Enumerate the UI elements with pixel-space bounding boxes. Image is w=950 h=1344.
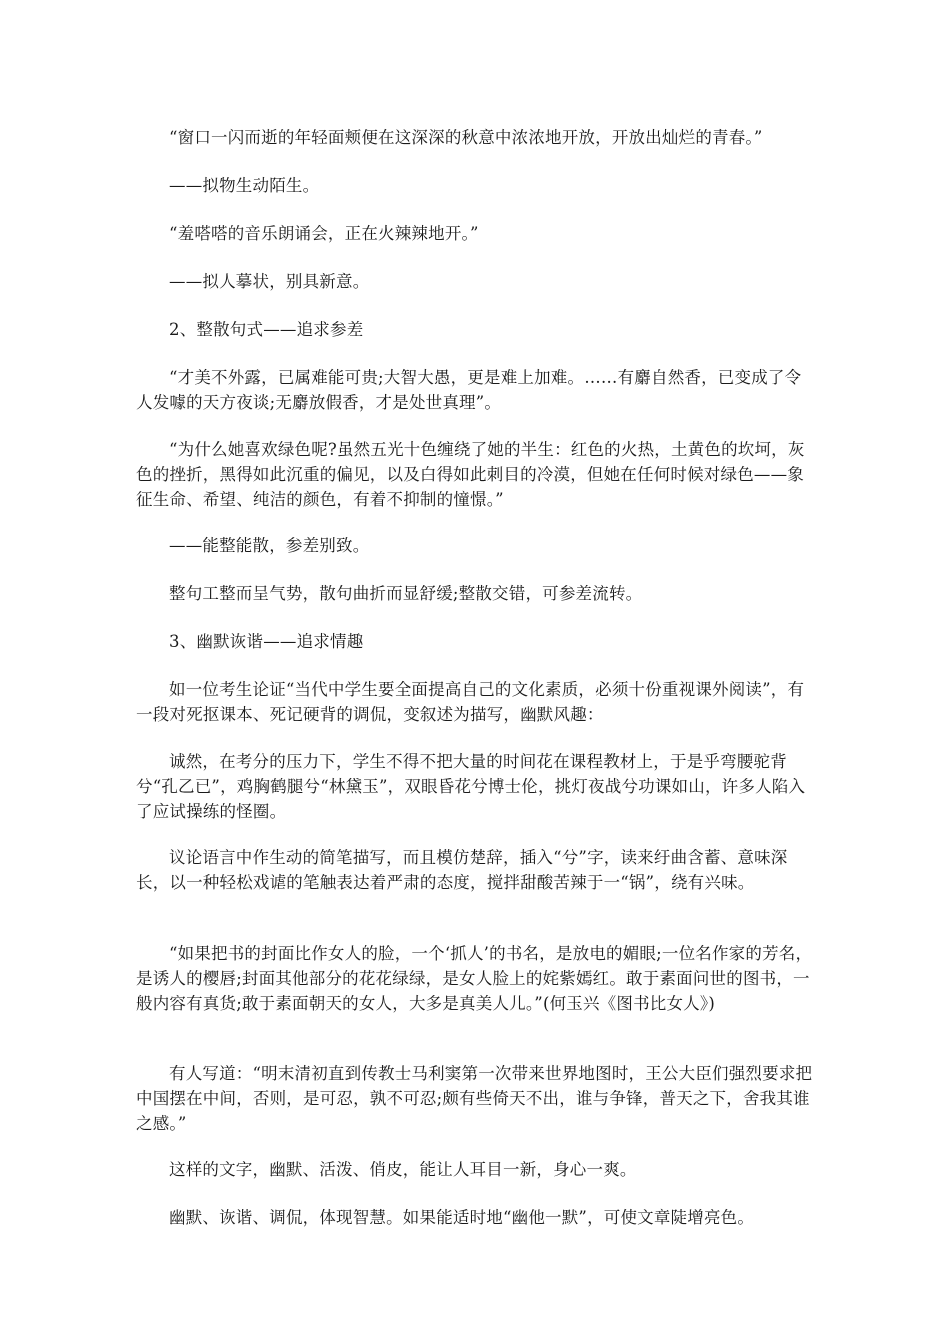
paragraph-example-exam: 诚然，在考分的压力下，学生不得不把大量的时间花在课程教材上，于是乎弯腰驼背兮“孔乙已”，鸡胸鹤腿兮“林黛玉”，双眼昏花兮博士伦，挑灯夜战兮功课如山，许多人陷入了应试操练的怪圈。	[136, 752, 806, 821]
paragraph-quote-world-map: 有人写道：“明末清初直到传教士马利窦第一次带来世界地图时，王公大臣们强烈要求把中国摆在中间，否则，是可忍，孰不可忍;颇有些倚天不出，谁与争锋，普天之下，舍我其谁之感。”	[136, 1064, 813, 1133]
paragraph-comment-humor: 这样的文字，幽默、活泼、俏皮，能让人耳目一新，身心一爽。	[169, 1160, 637, 1179]
section-heading-humor: 3、幽默诙谐——追求情趣	[169, 632, 364, 651]
paragraph-summary-sentences: 整句工整而呈气势，散句曲折而显舒缓;整散交错，可参差流转。	[169, 584, 643, 603]
paragraph-comment-object-personification: ——拟物生动陌生。	[169, 176, 320, 195]
paragraph-conclusion: 幽默、诙谐、调侃，体现智慧。如果能适时地“幽他一默”，可使文章陡增亮色。	[169, 1208, 755, 1227]
paragraph-example-intro: 如一位考生论证“当代中学生要全面提高自己的文化素质，必须十份重视课外阅读”，有一段对死抠课本、死记硬背的调侃，变叙述为描写，幽默风趣：	[136, 680, 805, 724]
paragraph-quote-book-cover: “如果把书的封面比作女人的脸，一个‘抓人’的书名，是放电的媚眼;一位名作家的芳名，是诱人的樱唇;封面其他部分的花花绿绿，是女人脸上的姹紫嫣红。敢于素面问世的图书，一般内容有真货;敢于素面朝天的女人，大多是真美人儿。”(何玉兴《图书比女人》)	[136, 944, 813, 1013]
paragraph-quote-green: “为什么她喜欢绿色呢?虽然五光十色缠绕了她的半生：红色的火热，土黄色的坎坷，灰色的挫折，黑得如此沉重的偏见，以及白得如此刺目的冷漠，但她在任何时候对绿色——象征生命、希望、纯洁的颜色，有着不抑制的憧憬。”	[136, 440, 805, 509]
paragraph-quote-talent: “才美不外露，已属难能可贵;大智大愚，更是难上加难。……有麝自然香，已变成了令人发噱的天方夜谈;无麝放假香，才是处世真理”。	[136, 368, 802, 412]
section-heading-sentence-structure: 2、整散句式——追求参差	[169, 320, 364, 339]
paragraph-comment-personification: ——拟人摹状，别具新意。	[169, 272, 370, 291]
paragraph-comment-varied: ——能整能散，参差别致。	[169, 536, 370, 555]
paragraph-quote-music-recital: “羞嗒嗒的音乐朗诵会，正在火辣辣地开。”	[169, 224, 479, 243]
document-page	[136, 0, 816, 1344]
paragraph-quote-window: “窗口一闪而逝的年轻面颊便在这深深的秋意中浓浓地开放，开放出灿烂的青春。”	[169, 128, 763, 147]
paragraph-analysis-example: 议论语言中作生动的简笔描写，而且模仿楚辞，插入“兮”字，读来纡曲含蓄、意味深长，以一种轻松戏谑的笔触表达着严肃的态度，搅拌甜酸苦辣于一“锅”，绕有兴味。	[136, 848, 788, 892]
